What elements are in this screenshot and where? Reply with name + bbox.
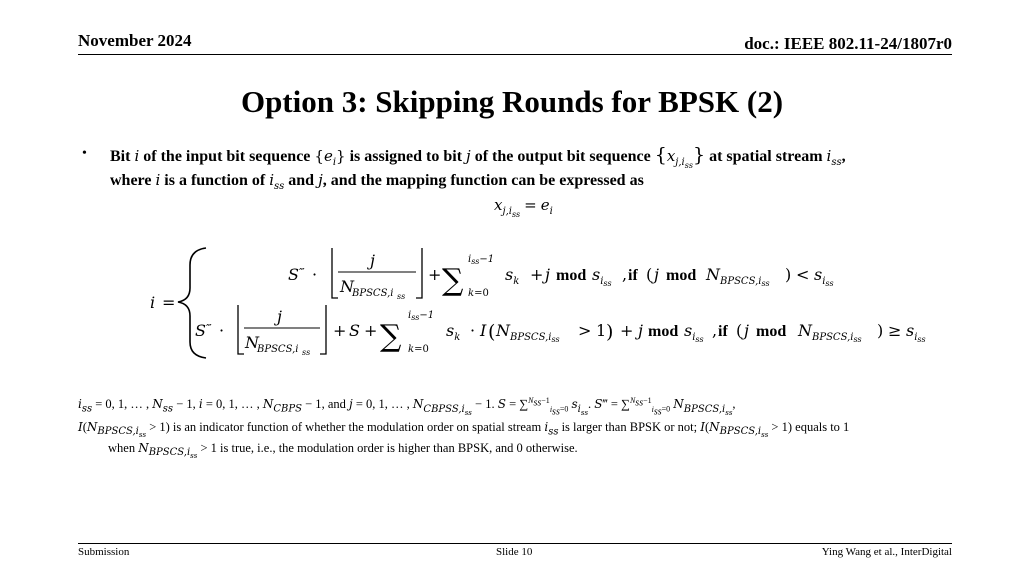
case-1 xyxy=(288,248,834,301)
svg-text:j: j xyxy=(654,265,659,284)
svg-text:∑: ∑ xyxy=(380,319,402,354)
svg-text:iss−1: $i_{ss}-1$ xyxy=(408,310,435,322)
slide-title: Option 3: Skipping Rounds for BPSK (2) xyxy=(240,84,784,119)
footer-author: Ying Wang et al., InterDigital xyxy=(821,546,952,558)
svg-text:1: 1 xyxy=(596,321,607,340)
svg-text:∑: ∑ xyxy=(442,263,464,298)
svg-text:j: j xyxy=(277,307,282,326)
bullet-marker: • xyxy=(82,146,87,161)
svg-text:S: S xyxy=(195,321,206,340)
left-brace xyxy=(178,248,206,358)
svg-text:S: S xyxy=(288,265,299,284)
footer-divider xyxy=(78,543,952,544)
svg-text:iss−1: $i_{ss}-1$ xyxy=(468,254,495,266)
svg-text:siss: $s_iss$ xyxy=(814,265,834,288)
svg-text:‴: ‴ xyxy=(206,322,212,335)
svg-text:+: + xyxy=(428,265,442,284)
footer-slide-number: Slide 10 xyxy=(496,546,533,558)
svg-text:): ) xyxy=(606,321,614,343)
svg-text:+: + xyxy=(333,321,347,340)
svg-text:mod: mod xyxy=(666,267,697,284)
svg-text:siss: $s_iss$ xyxy=(592,265,612,288)
svg-text:j: j xyxy=(545,265,550,284)
header-doc-id: doc.: IEEE 802.11-24/1807r0 xyxy=(744,34,952,53)
svg-text:(: ( xyxy=(488,321,496,343)
svg-text:mod: mod xyxy=(556,267,587,284)
svg-text:ss: ss xyxy=(302,348,311,357)
svg-text:+: + xyxy=(620,321,634,340)
footer-submission: Submission xyxy=(78,546,130,558)
svg-text:N: N xyxy=(245,333,259,352)
svg-text:>: > xyxy=(578,321,592,340)
svg-text:j: j xyxy=(638,321,643,340)
note-line-2: $I(N_{BPSCS,i_{ss}} > 1)$ is an indicator function of whether the modulation order on spatial stream $i_{ss}$ is larger than BPSK or not; $I(N_{BPSCS,i_{ss}} > 1)$ equals to 1 xyxy=(78,420,850,440)
formula-lhs: i xyxy=(150,293,156,312)
bullet-line-2: where i is a function of $i_{ss}$ and j, and the mapping function can be expressed as xyxy=(110,171,644,192)
svg-text:(: ( xyxy=(646,265,653,284)
svg-text:siss: $s_iss$ xyxy=(684,321,704,344)
svg-text:sk: $s_k$ xyxy=(505,265,520,287)
formula-equals: = xyxy=(162,293,176,312)
svg-text:k=0: k=0 xyxy=(468,288,489,299)
svg-text:I: I xyxy=(480,321,487,340)
svg-text:if: if xyxy=(718,323,728,340)
bullet-line-1: Bit i of the input bit sequence $\{e_i\}$ is assigned to bit j of the output bit sequence $\{x_{j,i_{ss}}\}$ at spatial stream $i_{ss}$, xyxy=(110,144,846,170)
svg-text:siss: $s_iss$ xyxy=(906,321,926,344)
svg-text:<: < xyxy=(796,265,810,284)
svg-text:≥: ≥ xyxy=(888,321,902,340)
svg-text:j: j xyxy=(370,251,375,270)
svg-text:BPSCS,i: BPSCS,i xyxy=(257,344,299,355)
svg-text:if: if xyxy=(628,267,638,284)
svg-text:NBPSCS,iss: $N_{BPSCS,i}ss$ xyxy=(496,321,560,344)
svg-text:mod: mod xyxy=(648,323,679,340)
svg-text:,: , xyxy=(712,321,718,340)
svg-text:NBPSCS,iss: $N_{BPSCS,i}ss$ xyxy=(798,321,862,344)
svg-text:+: + xyxy=(530,265,544,284)
case-2 xyxy=(195,305,926,357)
svg-text:): ) xyxy=(785,265,792,284)
svg-text:(: ( xyxy=(736,321,743,340)
svg-text:·: · xyxy=(470,321,476,340)
svg-text:ss: ss xyxy=(397,292,406,301)
svg-text:sk: $s_k$ xyxy=(446,321,461,343)
svg-text:mod: mod xyxy=(756,323,787,340)
svg-text:BPSCS,i: BPSCS,i xyxy=(352,288,394,299)
svg-text:,: , xyxy=(622,265,628,284)
svg-text:S: S xyxy=(349,321,360,340)
mapping-equation: $x_{j,i_{ss}} = e_i$ xyxy=(494,196,553,219)
svg-text:+: + xyxy=(364,321,378,340)
svg-text:NBPSCS,iss: $N_{BPSCS,i}ss$ xyxy=(706,265,770,288)
svg-text:·: · xyxy=(219,321,225,340)
header-date: November 2024 xyxy=(78,31,192,50)
svg-text:j: j xyxy=(744,321,749,340)
note-line-1: $i_{ss} = 0$, 1, … , $N_{ss} - 1$, i = 0, 1, … , $N_{CBPS} - 1$, and j = 0, 1, … , $N_{CBPSS,i_{ss}} - 1$. S = ∑$^{N_{ss}-1}_{i_{ss}=0}$ $s_{i_{ss}}$. S‴ = ∑$^{N_{ss}-1}_{i_{ss}=0}$ $N_{BPSCS,i_{ss}}$, xyxy=(78,396,736,418)
note-line-3: when $N_{BPSCS,i_{ss}} > 1$ is true, i.e., the modulation order is higher than BPSK, and 0 otherwise. xyxy=(108,441,578,461)
svg-text:N: N xyxy=(340,277,354,296)
svg-text:): ) xyxy=(877,321,884,340)
svg-text:·: · xyxy=(312,265,318,284)
svg-text:‴: ‴ xyxy=(299,266,305,279)
svg-text:k=0: k=0 xyxy=(408,344,429,355)
